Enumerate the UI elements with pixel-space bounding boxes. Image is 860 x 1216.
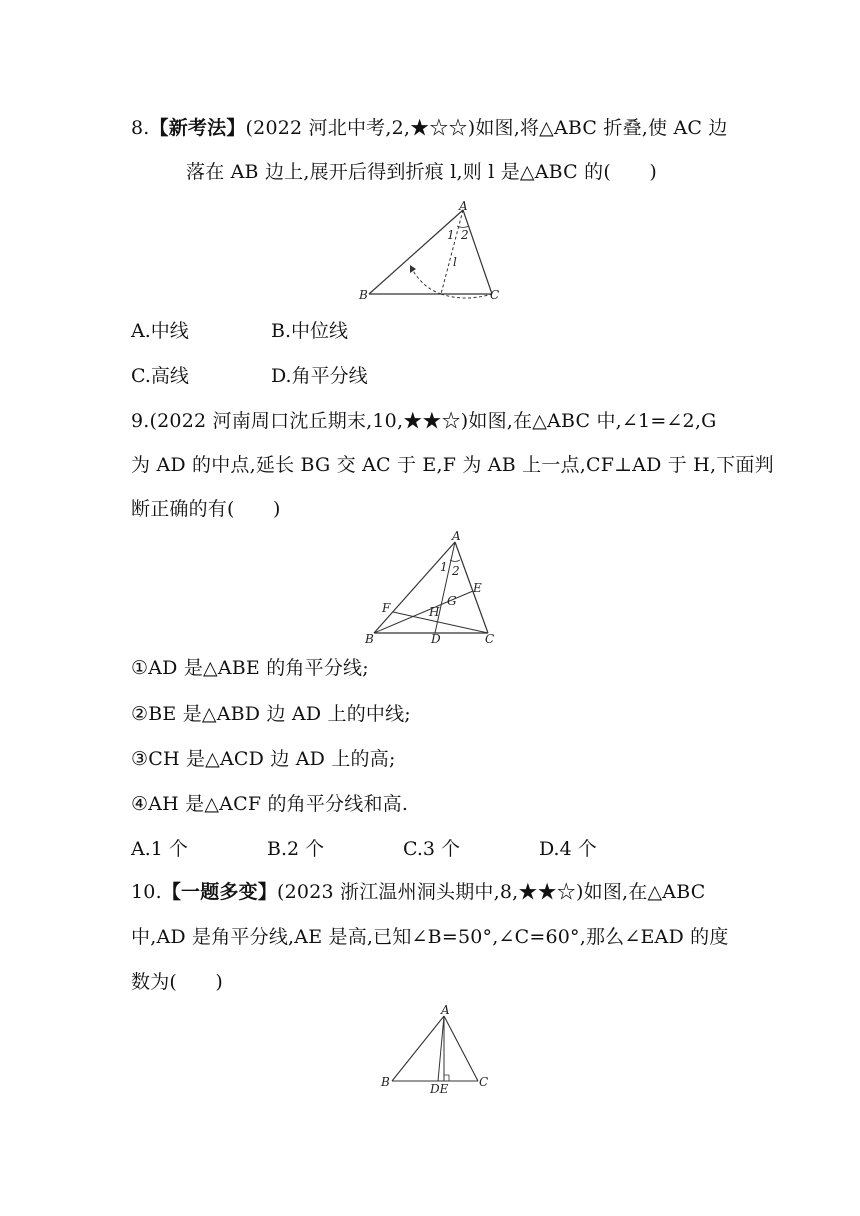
q8-option-b: B.中位线 <box>271 320 349 342</box>
q10-label-c: C <box>479 1075 489 1089</box>
q9-option-c: C.3 个 <box>403 838 461 860</box>
q10-label-b: B <box>381 1075 390 1089</box>
q10-text: (2023 浙江温州洞头期中,8,★★☆)如图,在△ABC <box>277 881 706 903</box>
q9-statement-1: ①AD 是△ABE 的角平分线; <box>131 657 369 679</box>
q10-number: 10. <box>131 881 162 903</box>
q9-line1: 9.(2022 河南周口沈丘期末,10,★★☆)如图,在△ABC 中,∠1=∠2,G <box>131 410 717 432</box>
q8-label-a: A <box>459 199 468 213</box>
q8-option-c: C.高线 <box>131 365 189 387</box>
q9-label-d: D <box>431 632 441 646</box>
q9-label-g: G <box>447 594 457 608</box>
q8-label-b: B <box>359 288 368 302</box>
q8-line1 <box>131 116 728 140</box>
q9-label-1: 1 <box>440 560 448 574</box>
q8-text: (2022 河北中考,2,★☆☆)如图,将△ABC 折叠,使 AC 边 <box>245 117 728 139</box>
q8-tag: 【新考法】 <box>149 117 246 139</box>
q9-statement-3: ③CH 是△ACD 边 AD 上的高; <box>131 748 396 770</box>
q9-label-f: F <box>382 601 391 615</box>
q10-figure <box>375 1000 495 1096</box>
q10-line3: 数为( ) <box>131 971 224 993</box>
q9-label-a: A <box>452 530 461 543</box>
q9-line3: 断正确的有( ) <box>131 498 281 520</box>
q10-tag: 【一题多变】 <box>161 881 278 903</box>
q9-option-b: B.2 个 <box>267 838 325 860</box>
q10-label-a: A <box>441 1003 450 1017</box>
q8-label-l: l <box>453 255 457 269</box>
q10-line2: 中,AD 是角平分线,AE 是高,已知∠B=50°,∠C=60°,那么∠EAD 的度 <box>131 926 729 948</box>
q9-label-e: E <box>473 581 482 595</box>
q8-figure <box>355 198 505 302</box>
q10-label-de: DE <box>430 1082 449 1096</box>
q9-option-a: A.1 个 <box>131 838 188 860</box>
q9-label-2: 2 <box>452 564 460 578</box>
q9-label-c: C <box>485 632 495 646</box>
q8-line2: 落在 AB 边上,展开后得到折痕 l,则 l 是△ABC 的( ) <box>186 161 657 183</box>
q8-option-a: A.中线 <box>131 320 189 342</box>
q9-option-d: D.4 个 <box>539 838 597 860</box>
q8-number: 8. <box>131 117 150 139</box>
q9-label-h: H <box>429 605 440 619</box>
q9-figure <box>360 530 500 648</box>
q8-option-d: D.角平分线 <box>271 365 368 387</box>
q9-label-b: B <box>365 632 374 646</box>
q8-label-1: 1 <box>447 228 455 242</box>
q8-label-2: 2 <box>461 228 469 242</box>
q9-statement-2: ②BE 是△ABD 边 AD 上的中线; <box>131 703 411 725</box>
q8-label-c: C <box>490 288 500 302</box>
q9-line2: 为 AD 的中点,延长 BG 交 AC 于 E,F 为 AB 上一点,CF⊥AD 于 H,下面判 <box>131 454 774 476</box>
q10-line1 <box>131 880 705 904</box>
q9-statement-4: ④AH 是△ACF 的角平分线和高. <box>131 793 409 815</box>
